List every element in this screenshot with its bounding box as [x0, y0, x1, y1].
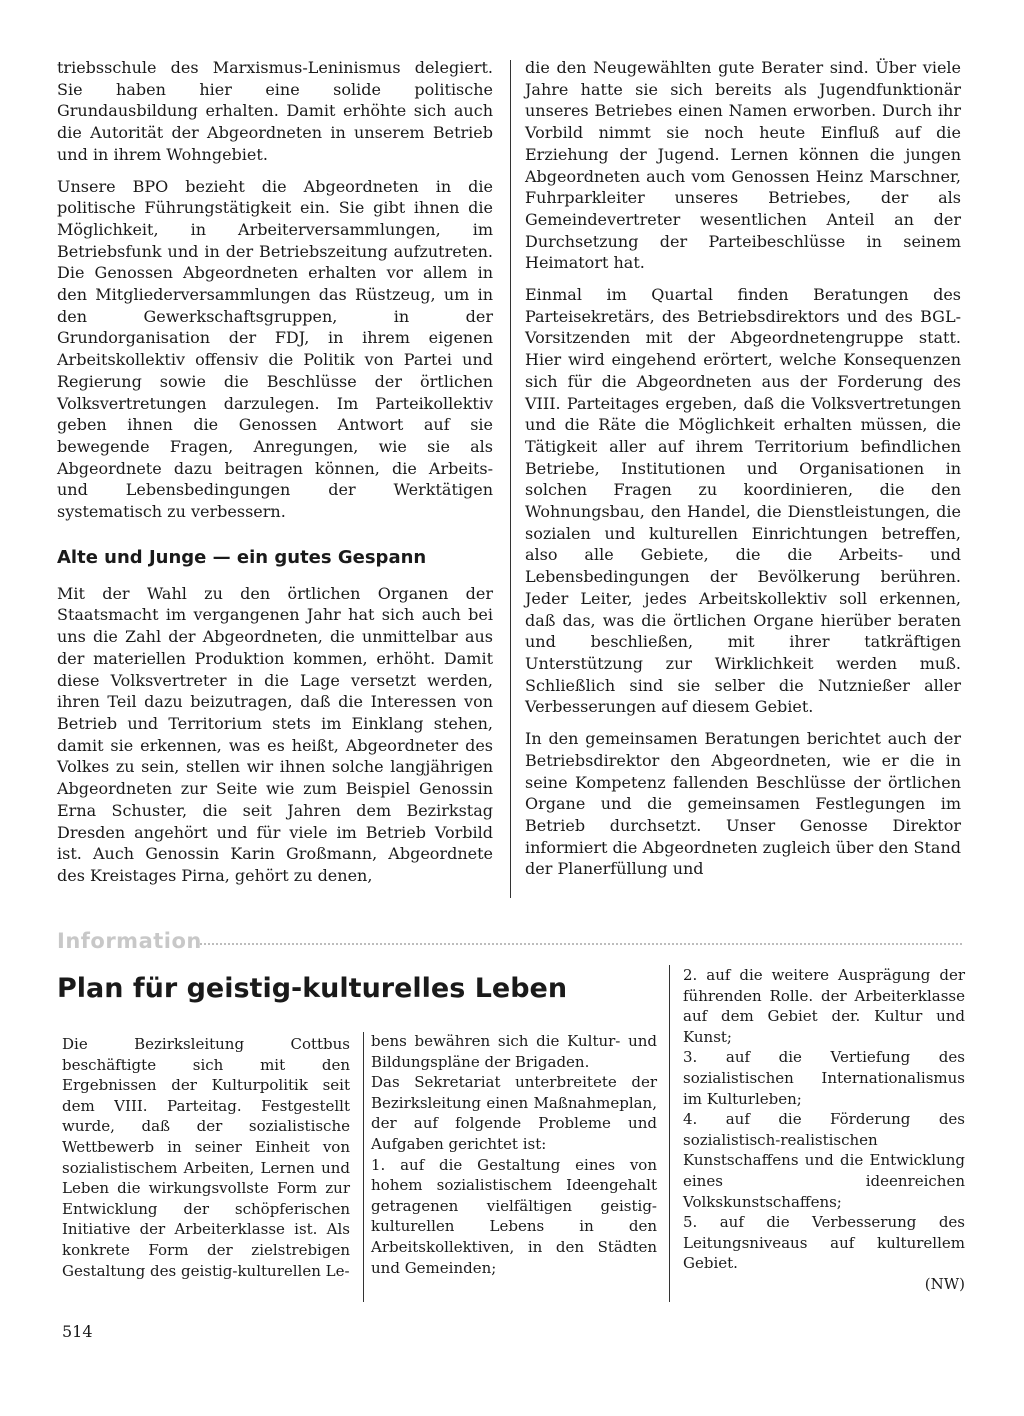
paragraph: Mit der Wahl zu den örtlichen Organen der Staatsmacht im vergangenen Jahr hat sich auch bei uns die Zahl der Abgeordneten, die unmittelbar aus der materiellen Produktion kommen, erhöht. Damit diese Volksvertreter in die Lage versetzt werden, ihren Teil dazu beizutragen, daß die Interessen von Betrieb und Territorium stets im Einklang stehen, damit sie erkennen, was es heißt, Abgeordneter des Volkes zu sein, stellen wir ihnen solche langjährigen Abgeordneten zur Seite wie zum Beispiel Genossin Erna Schuster, die seit Jahren dem Bezirkstag Dresden angehört und für viele im Betrieb Vorbild ist. Auch Genossin Karin Großmann, Abgeordnete des Kreistages Pirna, gehört zu denen,	[57, 583, 493, 885]
paragraph: Unsere BPO bezieht die Abgeordneten in die politische Führungstätigkeit ein. Sie gibt ihnen die Möglichkeit, in Arbeiterversammlungen, im Betriebsfunk und in der Betriebszeitung aufzutreten. Die Genossen Abgeordneten erhalten vor allem in den Mitgliederversammlungen das Rüstzeug, um in den Gewerkschaftsgruppen, in der Grundorganisation der FDJ, in ihrem eigenen Arbeitskollektiv offensiv die Politik von Partei und Regierung sowie die Beschlüsse der örtlichen Volksvertretungen darzulegen. Im Parteikollektiv geben ihnen die Genossen Antwort auf sie bewegende Fragen, Anregungen, wie sie als Abgeordnete dazu beitragen können, die Arbeits- und Lebensbedingungen der Werktätigen systematisch zu verbessern.	[57, 176, 493, 522]
paragraph: bens bewähren sich die Kultur- und Bildungspläne der Brigaden.	[371, 1032, 657, 1071]
page-number: 514	[62, 1322, 93, 1341]
list-item: 2. auf die weitere Ausprägung der führenden Rolle. der Arbeiterklasse auf dem Gebiet der. Kultur und Kunst;	[683, 966, 965, 1046]
author-signature: (NW)	[924, 1274, 965, 1293]
list-item: 1. auf die Gestaltung eines von hohem sozialistischem Ideengehalt getragenen vielfältigen geistig-kulturellen Lebens in den Arbeitskollektiven, in den Städten und Gemeinden;	[371, 1155, 657, 1277]
list-item: 5. auf die Verbesserung des Leitungsniveaus auf kulturellem Gebiet.	[683, 1213, 965, 1273]
paragraph: Einmal im Quartal finden Beratungen des Parteisekretärs, des Betriebsdirektors und des BGL-Vorsitzenden mit der Abgeordnetengruppe statt. Hier wird eingehend erörtert, welche Konsequenzen sich für die Abgeordneten aus der Forderung des VIII. Parteitages ergeben, daß die Volksvertretungen und die Räte die Möglichkeit erhalten müssen, die Tätigkeit aller auf ihrem Territorium befindlichen Betriebe, Institutionen und Organisationen in solchen Fragen zu koordinieren, die den Wohnungsbau, den Handel, die Dienstleistungen, die sozialen und kulturellen Einrichtungen betreffen, also alle Gebiete, die die Arbeits- und Lebensbedingungen der Bevölkerung berühren. Jeder Leiter, jedes Arbeitskollektiv soll erkennen, daß das, was die örtlichen Organe hierüber beraten und beschließen, mit ihrer tatkräftigen Unterstützung zur Wirklichkeit werden muß. Schließlich sind sie selber die Nutznießer aller Verbesserungen auf diesem Gebiet.	[525, 285, 961, 717]
section-subheading: Alte und Junge — ein gutes Gespann	[57, 546, 427, 568]
list-item: 3. auf die Vertiefung des sozialistischen Internationalismus im Kulturleben;	[683, 1048, 965, 1108]
column-divider	[669, 965, 670, 1302]
paragraph: die den Neugewählten gute Berater sind. Über viele Jahre hatte sie sich bereits als Jugendfunktionär unseres Betriebes einen Namen erworben. Durch ihr Vorbild nimmt sie noch heute Einfluß auf die Erziehung der Jugend. Lernen können die jungen Abgeordneten auch vom Genossen Heinz Marschner, Fuhrparkleiter unseres Betriebes, der als Gemeindevertreter wesentlichen Anteil an der Durchsetzung der Parteibeschlüsse in seinem Heimatort hat.	[525, 58, 961, 273]
paragraph: triebsschule des Marxismus-Leninismus delegiert. Sie haben hier eine solide politische Grundausbildung erhalten. Damit erhöhte sich auch die Autorität der Abgeordneten in unserem Betrieb und in ihrem Wohngebiet.	[57, 58, 493, 164]
info-column-2	[371, 1031, 657, 1278]
info-column-3	[683, 965, 965, 1295]
list-item: 4. auf die Förderung des sozialistisch-realistischen Kunstschaffens und die Entwicklung eines ideenreichen Volkskunstschaffens;	[683, 1110, 965, 1211]
article-heading: Plan für geistig-kulturelles Leben	[57, 973, 568, 1004]
information-label: Information	[57, 929, 202, 953]
information-dotted-rule	[200, 943, 962, 945]
upper-left-column	[57, 57, 493, 897]
paragraph: Das Sekretariat unterbreitete der Bezirksleitung einen Maßnahmeplan, der auf folgende Probleme und Aufgaben gerichtet ist:	[371, 1073, 657, 1153]
column-divider	[510, 60, 511, 898]
upper-right-column	[525, 57, 961, 890]
info-column-1	[62, 1034, 350, 1281]
paragraph: Die Bezirksleitung Cottbus beschäftigte sich mit den Ergebnissen der Kulturpolitik seit dem VIII. Parteitag. Festgestellt wurde, daß der sozialistische Wettbewerb in seiner Einheit von sozialistischem Arbeiten, Lernen und Leben die wirkungsvollste Form zur Entwicklung der schöpferischen Initiative der Arbeiterklasse ist. Als konkrete Form der zielstrebigen Gestaltung des geistig-kulturellen Le-	[62, 1035, 350, 1280]
paragraph: In den gemeinsamen Beratungen berichtet auch der Betriebsdirektor den Abgeordneten, wie er die in seine Kompetenz fallenden Beschlüsse der örtlichen Organe und die gemeinsamen Festlegungen im Betrieb durchsetzt. Unser Genosse Direktor informiert die Abgeordneten zugleich über den Stand der Planerfüllung und	[525, 729, 961, 879]
column-divider	[363, 1032, 364, 1302]
